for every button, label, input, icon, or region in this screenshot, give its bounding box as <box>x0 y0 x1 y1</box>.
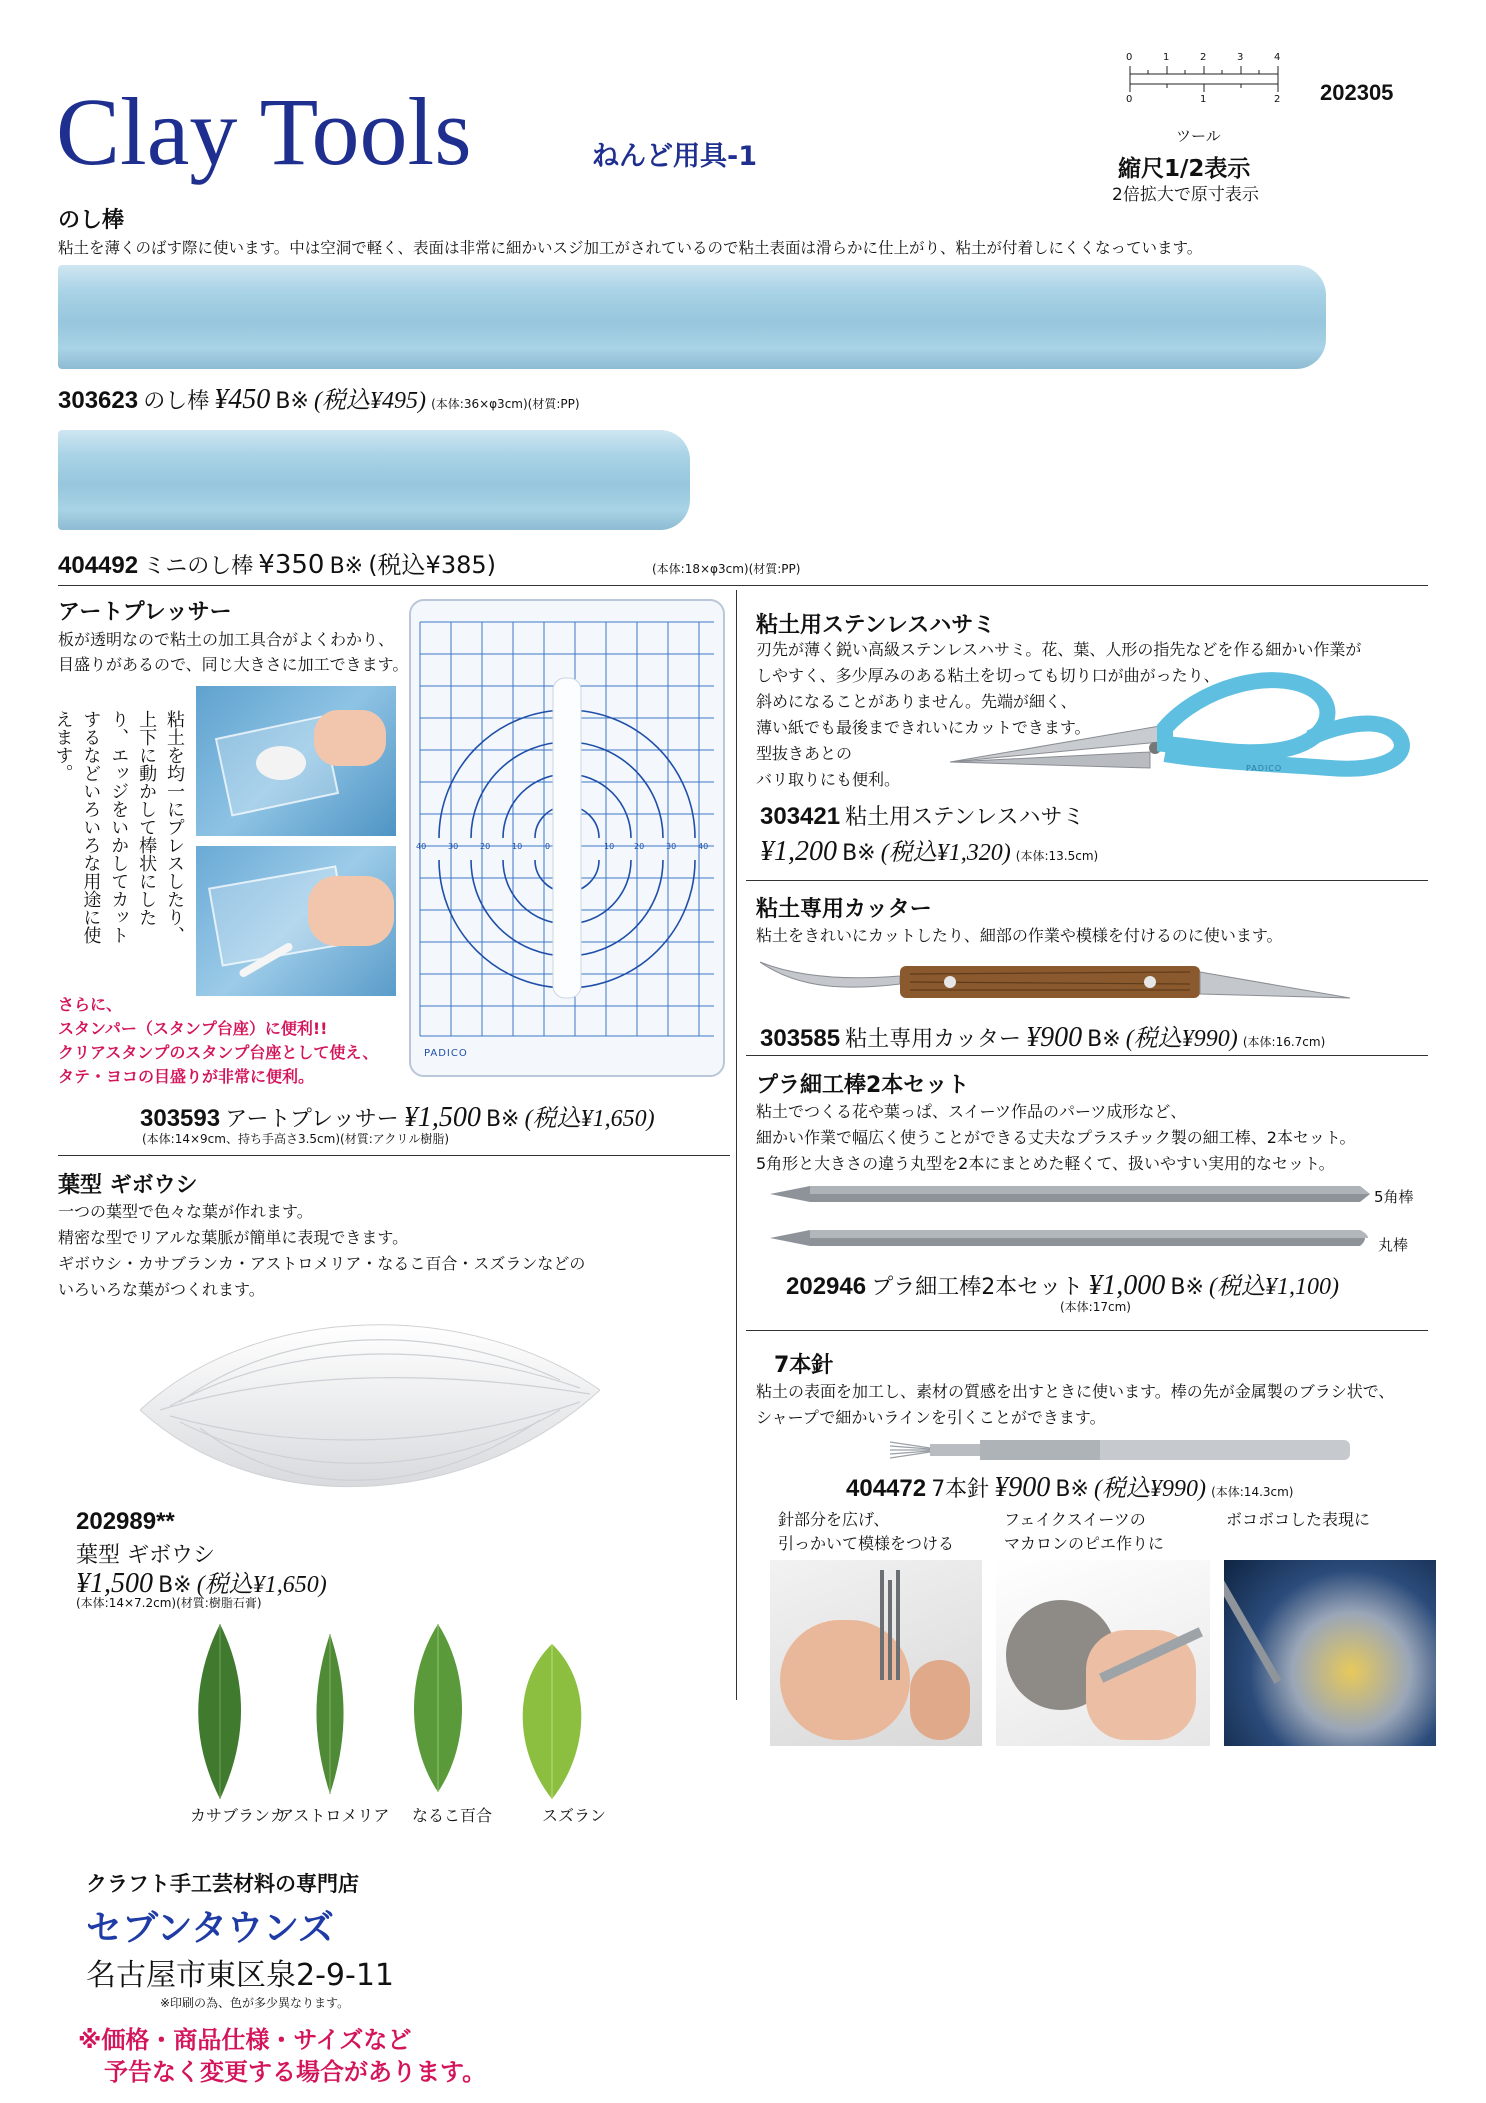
price-tax: (税込¥495) <box>314 388 426 414</box>
column-divider <box>736 590 737 1700</box>
sticks-spec: (本体:17cm) <box>1060 1300 1131 1314</box>
cutter-product <box>760 1018 1325 1054</box>
scale-note: 2倍拡大で原寸表示 <box>1112 185 1259 205</box>
needle-photo-macaron <box>996 1560 1210 1746</box>
product-name: 粘土専用カッター <box>845 1027 1021 1052</box>
presser-usage-photo-1 <box>196 686 396 836</box>
notice-line-1: ※価格・商品仕様・サイズなど <box>78 2026 412 2054</box>
cutter-desc: 粘土をきれいにカットしたり、細部の作業や模様を付けるのに使います。 <box>756 926 1283 945</box>
rolling-pin-large-image <box>58 265 1326 369</box>
divider <box>746 1055 1428 1056</box>
presser-heading: アートプレッサー <box>58 600 232 625</box>
needle-caption-1b: 引っかいて模様をつける <box>778 1534 955 1553</box>
scissors-brand-logo: PADICO <box>1246 764 1283 773</box>
presser-tick-1: 30 <box>448 842 459 851</box>
hagata-name: 葉型 ギボウシ <box>76 1543 215 1568</box>
notice-line-2: 予告なく変更する場合があります。 <box>104 2058 487 2086</box>
product-name: アートプレッサー <box>225 1107 399 1132</box>
needle-tool-image <box>890 1432 1360 1468</box>
needle-caption-2b: マカロンのピエ作りに <box>1004 1534 1165 1553</box>
price-mark: B※ <box>329 554 364 579</box>
needle-product <box>846 1468 1294 1504</box>
needle-photo-texture <box>1224 1560 1436 1746</box>
needle-photo-pattern <box>770 1560 982 1746</box>
needle-caption-3a: ボコボコした表現に <box>1226 1510 1371 1529</box>
price-tax: (税込¥1,650) <box>196 1572 327 1598</box>
product-code: 303623 <box>58 387 139 414</box>
presser-brand-logo: PADICO <box>424 1048 468 1059</box>
sticks-desc-1: 粘土でつくる花や葉っぱ、スイーツ作品のパーツ成形など、 <box>756 1102 1187 1121</box>
presser-spec: (本体:14×9cm、持ち手高さ3.5cm)(材質:アクリル樹脂) <box>142 1132 450 1146</box>
hagata-desc-4: いろいろな葉がつくれます。 <box>58 1280 265 1299</box>
product-code: 202946 <box>786 1273 867 1300</box>
divider <box>746 880 1428 881</box>
presser-promo-3: クリアスタンプのスタンプ台座として使え、 <box>58 1043 379 1062</box>
needle-caption-2a: フェイクスイーツの <box>1004 1510 1146 1529</box>
needle-caption-1a: 針部分を広げ、 <box>778 1510 890 1529</box>
product-name: 7本針 <box>931 1477 990 1502</box>
ruler-top-2: 2 <box>1200 52 1207 63</box>
product-spec: (本体:16.7cm) <box>1242 1035 1326 1049</box>
noshibo-product-2 <box>58 545 496 580</box>
hagata-heading: 葉型 ギボウシ <box>58 1173 198 1198</box>
product-spec: (本体:13.5cm) <box>1015 849 1099 863</box>
shop-name: セブンタウンズ <box>86 1908 335 1949</box>
presser-tick-5: 10 <box>604 842 615 851</box>
needle-desc-2: シャープで細かいラインを引くことができます。 <box>756 1408 1106 1427</box>
product-name: 粘土用ステンレスハサミ <box>845 805 1085 830</box>
product-price: ¥1,500 <box>76 1568 153 1599</box>
price-mark: B※ <box>1055 1477 1089 1502</box>
scissors-desc-1: 刃先が薄く鋭い高級ステンレスハサミ。花、葉、人形の指先などを作る細かい作業が <box>756 640 1362 659</box>
print-note: ※印刷の為、色が多少異なります。 <box>160 1996 350 2010</box>
scissors-desc-4: 薄い紙でも最後まできれいにカットできます。 <box>756 718 1091 737</box>
price-mark: B※ <box>842 841 876 866</box>
product-name: のし棒 <box>143 389 210 414</box>
noshibo-product-1 <box>58 380 580 416</box>
price-tax: (税込¥385) <box>368 551 496 579</box>
scale-label: 縮尺1/2表示 <box>1118 156 1251 182</box>
noshibo-heading: のし棒 <box>58 208 125 233</box>
scissors-heading: 粘土用ステンレスハサミ <box>756 613 996 638</box>
scissors-desc-5: 型抜きあとの <box>756 744 853 763</box>
scissors-desc-6: バリ取りにも便利。 <box>756 770 901 789</box>
price-tax: (税込¥990) <box>1094 1476 1206 1502</box>
catalog-code: 202305 <box>1320 80 1394 105</box>
ruler-bottom-1: 1 <box>1200 94 1207 105</box>
needle-heading: 7本針 <box>774 1353 834 1378</box>
sticks-desc-3: 5角形と大きさの違う丸型を2本にまとめた軽くて、扱いやすい実用的なセット。 <box>756 1154 1335 1173</box>
presser-usage-photo-2 <box>196 846 396 996</box>
presser-promo-2: スタンパー（スタンプ台座）に便利!! <box>58 1019 328 1038</box>
shop-address: 名古屋市東区泉2-9-11 <box>86 1958 394 1993</box>
noshibo-p2-spec: (本体:18×φ3cm)(材質:PP) <box>652 562 801 576</box>
product-code: 404472 <box>846 1475 927 1502</box>
hagata-code: 202989** <box>76 1508 175 1535</box>
product-price: ¥350 <box>258 550 325 580</box>
presser-desc-1: 板が透明なので粘土の加工具合がよくわかり、 <box>58 630 395 649</box>
presser-tick-6: 20 <box>634 842 645 851</box>
product-spec: (本体:36×φ3cm)(材質:PP) <box>431 397 580 411</box>
ruler-top-3: 3 <box>1237 52 1244 63</box>
divider <box>58 585 1428 586</box>
product-code: 303585 <box>760 1025 841 1052</box>
presser-tick-7: 30 <box>666 842 677 851</box>
presser-tick-4: 0 <box>545 842 551 851</box>
leaf-mold-image <box>140 1310 600 1510</box>
shop-tagline: クラフト手工芸材料の専門店 <box>86 1872 359 1896</box>
ruler-top-4: 4 <box>1274 52 1281 63</box>
price-tax: (税込¥1,100) <box>1209 1274 1339 1300</box>
ruler-bottom-2: 2 <box>1274 94 1281 105</box>
leaf-label-naruko-yuri: なるこ百合 <box>412 1806 493 1825</box>
product-code: 404492 <box>58 552 139 579</box>
sticks-desc-2: 細かい作業で幅広く使うことができる丈夫なプラスチック製の細工棒、2本セット。 <box>756 1128 1356 1147</box>
ruler-top-1: 1 <box>1163 52 1170 63</box>
presser-tick-3: 10 <box>512 842 523 851</box>
hagata-desc-2: 精密な型でリアルな葉脈が簡単に表現できます。 <box>58 1228 409 1247</box>
price-tax: (税込¥1,320) <box>880 840 1011 866</box>
presser-tick-0: 40 <box>416 842 427 851</box>
scissors-desc-2: しやすく、多少厚みのある粘土を切っても切り口が曲がったり、 <box>756 666 1220 685</box>
leaf-label-casablanca: カサブランカ <box>190 1806 287 1825</box>
product-price: ¥1,000 <box>1088 1270 1166 1301</box>
ruler-top-0: 0 <box>1126 52 1133 63</box>
price-mark: B※ <box>1087 1027 1121 1052</box>
price-tax: (税込¥990) <box>1125 1026 1238 1052</box>
leaf-label-alstroemeria: アストロメリア <box>278 1806 390 1825</box>
hagata-desc-1: 一つの葉型で色々な葉が作れます。 <box>58 1202 313 1221</box>
price-mark: B※ <box>275 389 309 414</box>
sticks-image <box>770 1180 1370 1260</box>
art-presser-image <box>408 598 726 1078</box>
page-title: Clay Tools <box>56 78 472 185</box>
stick-label-round: 丸棒 <box>1378 1236 1409 1254</box>
presser-desc-2: 目盛りがあるので、同じ大きさに加工できます。 <box>58 655 409 674</box>
price-mark: B※ <box>1170 1275 1204 1300</box>
divider <box>58 1155 730 1156</box>
product-code: 303593 <box>140 1105 221 1132</box>
sticks-heading: プラ細工棒2本セット <box>756 1073 970 1098</box>
needle-desc-1: 粘土の表面を加工し、素材の質感を出すときに使います。棒の先が金属製のブラシ状で、 <box>756 1382 1395 1401</box>
price-mark: B※ <box>158 1573 192 1598</box>
hagata-desc-3: ギボウシ・カサブランカ・アストロメリア・なるこ百合・スズランなどの <box>58 1254 586 1273</box>
noshibo-desc: 粘土を薄くのばす際に使います。中は空洞で軽く、表面は非常に細かいスジ加工がされているので粘土表面は滑らかに仕上がり、粘土が付着しにくくなっています。 <box>58 239 1203 257</box>
page-subtitle: ねんど用具-1 <box>592 141 757 172</box>
ruler-bottom-0: 0 <box>1126 94 1133 105</box>
presser-product <box>140 1098 655 1134</box>
presser-vertical-text: 粘土を均一にプレスしたり、上下に動かして棒状にしたり、エッジをいかしてカットするなどいろいろな用途に使えます。 <box>52 710 185 944</box>
rolling-pin-mini-image <box>58 430 690 530</box>
presser-tick-2: 20 <box>480 842 491 851</box>
product-spec: (本体:14.3cm) <box>1211 1485 1294 1499</box>
hagata-spec: (本体:14×7.2cm)(材質:樹脂石膏) <box>76 1596 262 1610</box>
sticks-product <box>786 1266 1339 1302</box>
scale-caption: ツール <box>1176 127 1221 145</box>
product-price: ¥900 <box>994 1472 1051 1503</box>
presser-promo-4: タテ・ヨコの目盛りが非常に便利。 <box>58 1067 315 1086</box>
product-code: 303421 <box>760 803 841 830</box>
product-name: プラ細工棒2本セット <box>871 1275 1084 1300</box>
scissors-price-line <box>760 832 1098 868</box>
presser-tick-8: 40 <box>698 842 709 851</box>
presser-promo-1: さらに、 <box>58 995 123 1014</box>
product-name: ミニのし棒 <box>143 554 254 579</box>
product-price: ¥450 <box>214 384 271 415</box>
scissors-desc-3: 斜めになることがありません。先端が細く、 <box>756 692 1077 711</box>
leaf-samples <box>180 1624 620 1824</box>
scale-ruler <box>1124 52 1284 108</box>
clay-cutter-image <box>760 950 1360 1010</box>
product-price: ¥1,200 <box>760 836 837 867</box>
leaf-label-suzuran: スズラン <box>542 1806 607 1825</box>
cutter-heading: 粘土専用カッター <box>756 897 932 922</box>
product-price: ¥1,500 <box>403 1102 481 1133</box>
scissors-image <box>950 668 1430 798</box>
stick-label-pentagon: 5角棒 <box>1374 1188 1414 1206</box>
art-presser-grid <box>408 598 726 1078</box>
price-mark: B※ <box>485 1107 520 1132</box>
price-tax: (税込¥1,650) <box>524 1106 655 1132</box>
divider <box>746 1330 1428 1331</box>
scissors-product <box>760 800 1084 831</box>
product-price: ¥900 <box>1026 1022 1083 1053</box>
